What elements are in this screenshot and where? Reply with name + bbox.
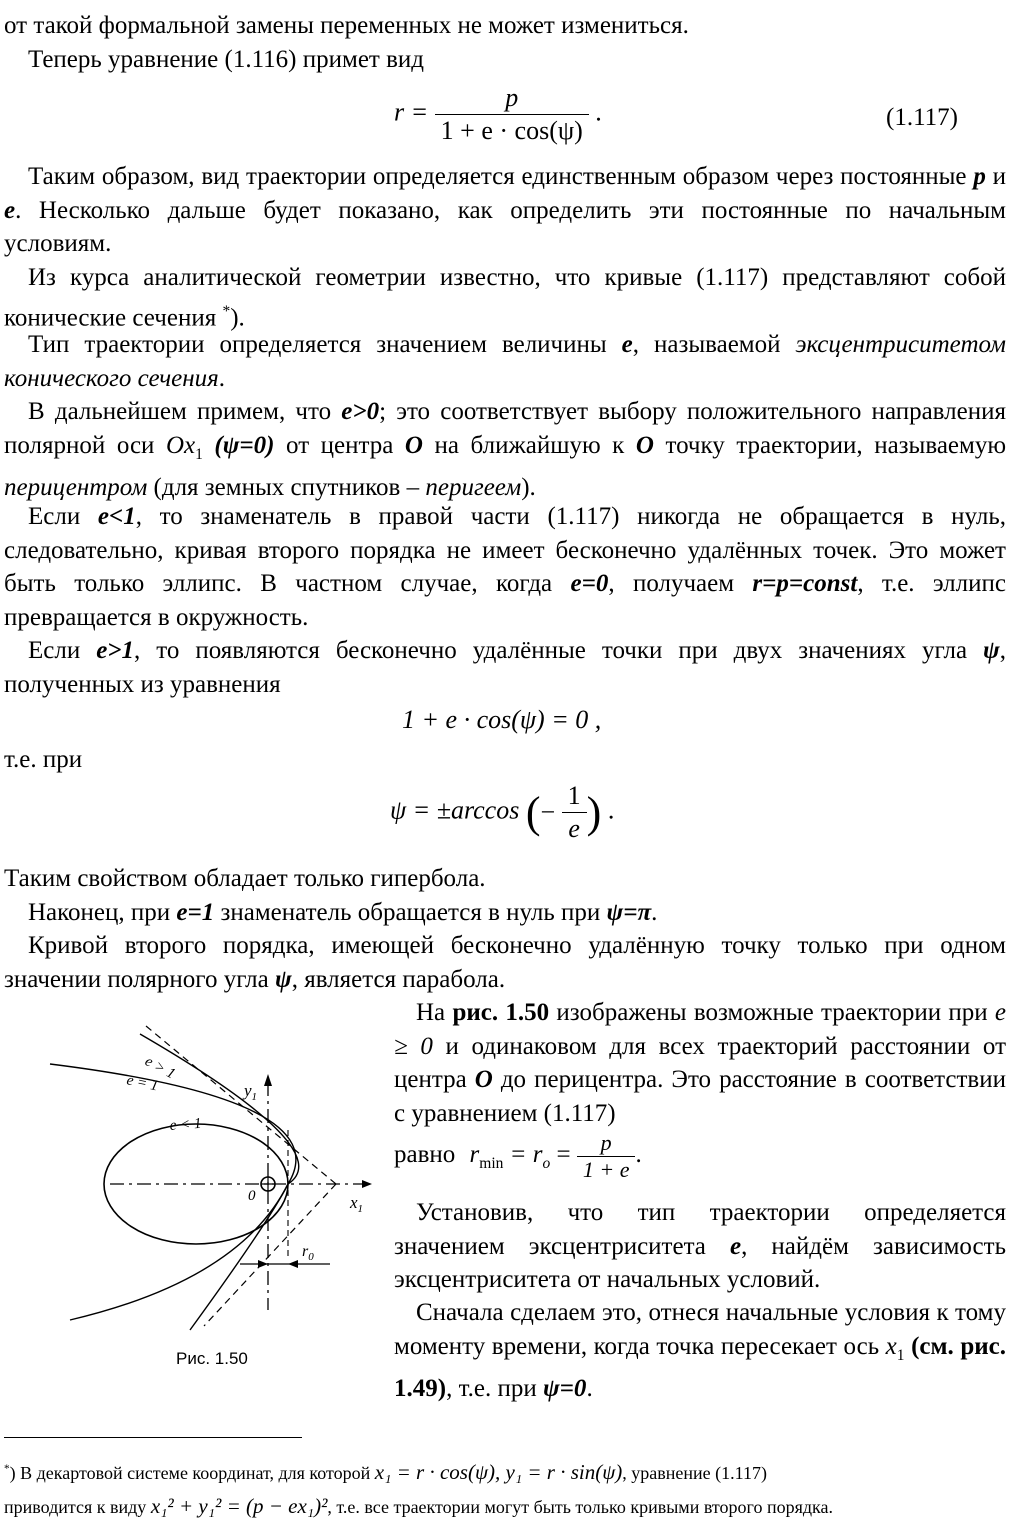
c3-x: x [885, 1332, 897, 1360]
p3-text: Тип траектории определяется значением величины [28, 331, 622, 358]
paragraph-parabola-cond [4, 896, 1006, 930]
c1-fig: рис. 1.50 [452, 999, 550, 1026]
arccos-lhs: ψ = ±arccos [390, 795, 520, 825]
p9-b: , является парабола. [291, 965, 506, 993]
footnote-mark: * [222, 302, 231, 320]
ravno: равно [394, 1141, 456, 1169]
p6-b: , то появляются бесконечно удалённые точки при двух значениях угла [134, 637, 984, 664]
p8-a: Наконец, при [28, 899, 177, 926]
fn1-b: , уравнение (1.117) [622, 1463, 767, 1483]
fn2-formula: x₁² + y₁² = (p − ex₁)² [150, 1494, 328, 1518]
p4-axis: Ox [165, 431, 196, 459]
c1-cond: e ≥ 0 [394, 999, 1007, 1060]
p1-text: Таким образом, вид траектории определяется единственным образом через постоянные [28, 163, 974, 190]
footnote-separator [4, 1437, 302, 1438]
c2-a: Установив, что тип траектории определяется значением эксцентриситета [394, 1199, 1006, 1260]
p3-b: , называемой [632, 331, 796, 358]
p5-d: , т.е. эллипс превращается в окружность. [4, 570, 1006, 631]
p6-psi: ψ [983, 637, 1000, 664]
rmin-fraction [577, 1130, 636, 1183]
paragraph-conic [4, 261, 1006, 334]
c3-b: , т.е. при [446, 1375, 543, 1402]
p4-c: от центра [274, 431, 405, 459]
c1-d: до перицентра. Это расстояние в соответствии с уравнением (1.117) [394, 1066, 1006, 1127]
p4-axis-sub: 1 [195, 445, 203, 463]
equation-infinity [402, 705, 601, 735]
p4-b: ; это соответствует выбору положительного направления полярной оси [4, 398, 1006, 459]
label-e-gt1: e > 1 [142, 1053, 178, 1083]
p3-c: . [218, 364, 226, 392]
p5-e0: e=0 [570, 570, 609, 597]
te-pri: т.е. при [4, 746, 83, 773]
column-paragraph-3 [394, 1296, 1006, 1406]
paragraph-hyperbola-only: Таким свойством обладает только гипербола. [4, 865, 486, 892]
p4-a: В дальнейшем примем, что [28, 398, 342, 425]
paragraph-parabola [4, 929, 1006, 996]
p8-cond: e=1 [176, 899, 215, 926]
c1-c: и одинаковом для всех траекторий расстоянии от центра [394, 1032, 1006, 1093]
p4-cond: e>0 [341, 398, 380, 425]
p5-const: r=p=const [752, 570, 858, 597]
p5-c: , получаем [608, 570, 753, 597]
eq-fraction [435, 82, 589, 147]
p4-O1: O [404, 431, 423, 459]
footnote-line-1 [4, 1457, 767, 1485]
c1-O: O [474, 1066, 493, 1093]
eq-tail: . [595, 97, 602, 127]
fn-mark: * [4, 1463, 10, 1475]
p6-cond: e>1 [96, 637, 135, 664]
c3-psi: ψ=0 [542, 1375, 587, 1402]
p5-b: , то знаменатель в правой части (1.117) никогда не обращается в нуль, следовательно, кривая второго порядка не имеет бесконечно удалённых точек. Это может быть только эллипс. В частном случае, когда [4, 503, 1006, 597]
p4-e: точку траектории, называемую [653, 431, 1007, 459]
label-x1: $x_1$ [350, 1193, 364, 1215]
arccos-fraction [562, 780, 587, 845]
eq-lhs: r = [394, 97, 429, 127]
label-O: 0 [248, 1188, 256, 1204]
fn1-a: ) В декартовой системе координат, для которой [9, 1463, 375, 1483]
c2-b: , найдём зависимость эксцентриситета от начальных условий. [394, 1232, 1006, 1293]
p6-c: , полученных из уравнения [4, 637, 1006, 698]
p4-f: (для земных спутников – [147, 474, 426, 501]
p3-term: эксцентриситетом конического сечения [4, 331, 1006, 392]
x-axis-arrow [362, 1180, 372, 1188]
paragraph-type [4, 328, 1006, 395]
fn1-formula: x₁ = r · cos(ψ), y₁ = r · sin(ψ) [374, 1460, 623, 1484]
p9-psi: ψ [275, 965, 292, 993]
column-paragraph-1 [394, 996, 1006, 1130]
c3-x-sub: 1 [896, 1346, 905, 1364]
ro-sub: o [542, 1155, 551, 1173]
eq-denominator: 1 + e · cos(ψ) [440, 116, 583, 145]
asymptote-lower [204, 1184, 336, 1326]
p5-cond: e<1 [97, 503, 136, 530]
label-r0: $r_0$ [302, 1243, 314, 1263]
fn2-b: , т.е. все траектории могут быть только кривыми второго порядка. [327, 1497, 833, 1517]
rmin-eq: = r [503, 1141, 543, 1169]
c3-a: Сначала сделаем это, отнеся начальные условия к тому моменту времени, когда точка пересекает ось [394, 1299, 1006, 1360]
p6-a: Если [28, 637, 97, 664]
footnote-line-2 [4, 1494, 833, 1519]
p4-peri: перицентром [4, 474, 148, 501]
label-e-eq1: e = 1 [125, 1072, 160, 1095]
label-e-lt1: e < 1 [169, 1115, 202, 1134]
arccos-num: 1 [562, 780, 587, 813]
paragraph-hyperbola [4, 634, 1006, 701]
p4-perig: перигеем [425, 474, 522, 501]
p4-O2: O [635, 431, 654, 459]
eq-numerator: p [435, 82, 589, 115]
equation-arccos: ψ = ±arccos (− $\frac{1}{e}$ ) . [390, 781, 615, 843]
figure-caption: Рис. 1.50 [176, 1349, 248, 1368]
line-top: от такой формальной замены переменных не может измениться. [4, 12, 689, 39]
p5-a: Если [28, 503, 98, 530]
paragraph-positive-e [4, 395, 1006, 505]
p8-b: знаменатель обращается в нуль при [214, 899, 607, 926]
p2-text: Из курса аналитической геометрии известно, что кривые (1.117) представляют собой конические сечения [4, 264, 1006, 331]
paragraph-ellipse [4, 500, 1006, 634]
c3-fig: (см. рис. 1.49) [394, 1332, 1007, 1402]
rmin-num: p [577, 1130, 636, 1157]
p1-and: и [985, 163, 1006, 190]
rmin: r [469, 1141, 480, 1169]
trajectory-figure [40, 1020, 380, 1340]
c3-c: . [586, 1375, 593, 1402]
rmin-sub: min [479, 1155, 504, 1173]
column-paragraph-2 [394, 1196, 1006, 1297]
equation-1-117 [394, 82, 602, 147]
p1-e: e [4, 196, 16, 224]
p9-a: Кривой второго порядка, имеющей бесконечно удалённую точку только при одном значении полярного угла [4, 932, 1006, 993]
c1-a: На [416, 999, 453, 1026]
p4-d: на ближайшую к [422, 431, 636, 459]
rmin-eq2: = [550, 1141, 571, 1169]
p8-c: . [651, 899, 658, 926]
rmin-equation [394, 1130, 642, 1183]
p1-rest: . Несколько дальше будет показано, как определить эти постоянные по начальным условиям. [4, 196, 1006, 257]
eq-inf-text: 1 + e · cos(ψ) = 0 , [402, 705, 602, 734]
paragraph-constants [4, 160, 1006, 261]
fn2-a: приводится к виду [4, 1497, 151, 1517]
arccos-den: e [568, 814, 580, 843]
rmin-dot: . [635, 1141, 642, 1169]
equation-number: (1.117) [886, 104, 958, 131]
c1-b: изображены возможные траектории при [549, 999, 995, 1026]
y-axis-arrow [264, 1074, 272, 1086]
parabola-trajectory [50, 1064, 296, 1320]
label-y1: $y_1$ [244, 1081, 258, 1103]
arccos-tail: . [607, 795, 615, 825]
p2-end: ). [230, 303, 245, 331]
rmin-den: 1 + e [582, 1157, 630, 1182]
paragraph-now: Теперь уравнение (1.116) примет вид [28, 46, 424, 73]
c2-e: e [729, 1232, 742, 1260]
p4-psi: (ψ=0) [214, 431, 275, 459]
p1-p: p [973, 163, 986, 190]
p8-psi: ψ=π [606, 899, 652, 926]
p4-g: ). [521, 474, 536, 501]
p3-e: e [621, 331, 633, 358]
asymptote-upper [146, 1026, 336, 1184]
